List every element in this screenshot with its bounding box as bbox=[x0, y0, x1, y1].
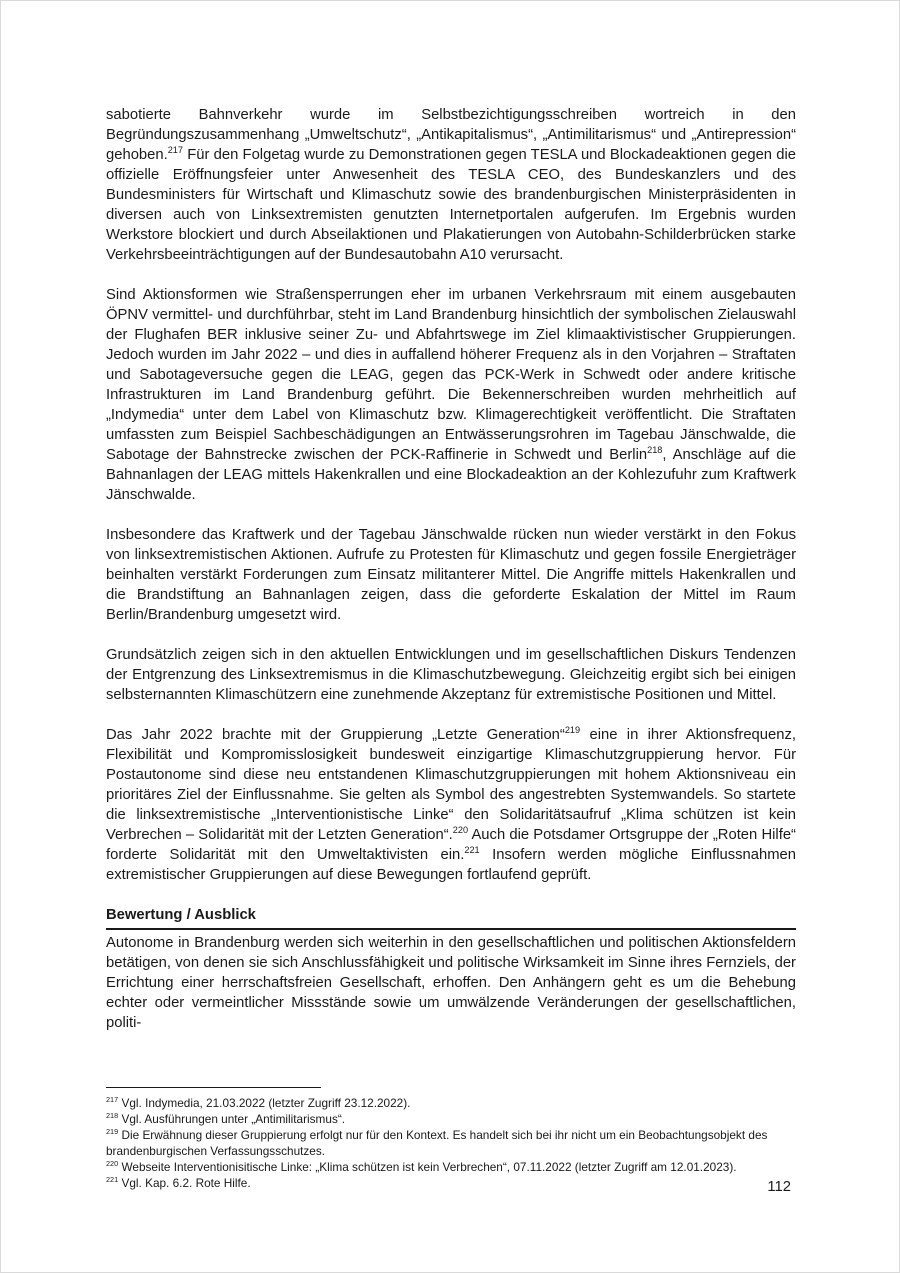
footnote-reference: 221 bbox=[464, 845, 480, 856]
footnote-list bbox=[106, 1095, 796, 1191]
section-heading: Bewertung / Ausblick bbox=[106, 905, 796, 930]
paragraph: Sind Aktionsformen wie Straßensperrungen eher im urbanen Verkehrsraum mit einem ausgebauten ÖPNV vermittel- und durchführbar, steht im Land Brandenburg hinsichtlich der symbolischen Zielauswahl der Flughafen BER inklusive seiner Zu- und Abfahrtswege im Ziel klimaaktivistischer Gruppierungen. Jedoch wurden im Jahr 2022 – und dies in auffallend höherer Frequenz als in den Vorjahren – Straftaten und Sabotageversuche gegen die LEAG, gegen das PCK-Werk in Schwedt oder andere kritische Infrastrukturen im Land Brandenburg geführt. Die Bekennerschreiben wurden mehrheitlich auf „Indymedia“ unter dem Label von Klimaschutz bzw. Klimagerechtigkeit veröffentlicht. Die Straftaten umfassten zum Beispiel Sachbeschädigungen an Entwässerungsrohren im Tagebau Jänschwalde, die Sabotage der Bahnstrecke zwischen der PCK-Raffinerie in Schwedt und Berlin$^{218}$, Anschläge auf die Bahnanlagen der LEAG mittels Hakenkrallen und eine Blockadeaktion an der Kohlezufuhr zum Kraftwerk Jänschwalde. bbox=[106, 287, 797, 503]
footnote-reference: 217 bbox=[167, 145, 183, 156]
footnote-number: 220 bbox=[106, 1159, 119, 1169]
page-body bbox=[106, 105, 796, 1053]
footnote: $^{219}$ Die Erwähnung dieser Gruppierung erfolgt nur für den Kontext. Es handelt sich bei ihr nicht um ein Beobachtungsobjekt des brandenburgischen Verfassungsschutzes. bbox=[106, 1127, 768, 1158]
footnote-reference: 218 bbox=[647, 445, 663, 456]
footnotes-section bbox=[106, 1087, 796, 1191]
footnote-reference: 220 bbox=[452, 825, 469, 836]
paragraph: sabotierte Bahnverkehr wurde im Selbstbezichtigungsschreiben wortreich in den Begründungszusammenhang „Umweltschutz“, „Antikapitalismus“, „Antimilitarismus“ und „Antirepression“ gehoben.$^{217}$ Für den Folgetag wurde zu Demonstrationen gegen TESLA und Blockadeaktionen gegen die offizielle Eröffnungsfeier unter Anwesenheit des TESLA CEO, des Bundeskanzlers und des Bundesministers für Wirtschaft und Klimaschutz sowie des brandenburgischen Ministerpräsidenten in diversen auch von Linksextremisten genutzten Internetportalen aufgerufen. Im Ergebnis wurden Werkstore blockiert und durch Abseilaktionen und Plakatierungen von Autobahn-Schilderbrücken starke Verkehrsbeeinträchtigungen auf der Bundesautobahn A10 verursacht. bbox=[106, 107, 796, 263]
footnote-separator bbox=[106, 1087, 321, 1088]
paragraph: Autonome in Brandenburg werden sich weiterhin in den gesellschaftlichen und politischen Aktionsfeldern betätigen, von denen sie sich Anschlussfähigkeit und politische Wirksamkeit im Sinne ihres Fernziels, der Errichtung einer herrschaftsfreien Gesellschaft, erhoffen. Den Anhängern geht es um die Behebung echter oder vermeintlicher Missstände sowie um umwälzende Veränderungen der gesellschaftlichen, politi- bbox=[106, 935, 796, 1031]
footnote: $^{218}$ Vgl. Ausführungen unter „Antimilitarismus“. bbox=[106, 1111, 346, 1126]
footnote-number: 219 bbox=[106, 1127, 119, 1137]
footnote-number: 221 bbox=[106, 1175, 119, 1185]
page-number: 112 bbox=[767, 1179, 791, 1195]
footnote-reference: 219 bbox=[564, 725, 581, 736]
paragraph: Grundsätzlich zeigen sich in den aktuellen Entwicklungen und im gesellschaftlichen Diskurs Tendenzen der Entgrenzung des Linksextremismus in die Klimaschutzbewegung. Gleichzeitig ergibt sich bei einigen selbsternannten Klimaschützern eine zunehmende Akzeptanz für extremistische Positionen und Mittel. bbox=[106, 647, 796, 703]
footnote: $^{217}$ Vgl. Indymedia, 21.03.2022 (letzter Zugriff 23.12.2022). bbox=[106, 1095, 411, 1110]
footnote-number: 217 bbox=[106, 1095, 119, 1105]
footnote: $^{220}$ Webseite Interventionisitische Linke: „Klima schützen ist kein Verbrechen“, 07.11.2022 (letzter Zugriff am 12.01.2023). bbox=[106, 1159, 737, 1174]
footnote: $^{221}$ Vgl. Kap. 6.2. Rote Hilfe. bbox=[106, 1175, 251, 1190]
paragraph: Insbesondere das Kraftwerk und der Tagebau Jänschwalde rücken nun wieder verstärkt in den Fokus von linksextremistischen Aktionen. Aufrufe zu Protesten für Klimaschutz und gegen fossile Energieträger beinhalten verstärkt Forderungen zum Einsatz militanterer Mittel. Die Angriffe mittels Hakenkrallen und die Brandstiftung an Bahnanlagen zeigen, dass die geforderte Eskalation der Mittel im Raum Berlin/Brandenburg umgesetzt wird. bbox=[106, 527, 796, 623]
paragraph: Das Jahr 2022 brachte mit der Gruppierung „Letzte Generation“$^{219}$ eine in ihrer Aktionsfrequenz, Flexibilität und Kompromisslosigkeit bundesweit einzigartige Klimaschutzgruppierung hervor. Für Postautonome sind diese neu entstandenen Klimaschutzgruppierungen mit hohem Aktionsniveau ein prioritäres Ziel der Einflussnahme. Sie gelten als Symbol des angestrebten Systemwandels. So startete die linksextremistische „Interventionistische Linke“ den Solidaritätsaufruf „Klima schützen ist kein Verbrechen – Solidarität mit der Letzten Generation“.$^{220}$ Auch die Potsdamer Ortsgruppe der „Roten Hilfe“ forderte Solidarität mit den Umweltaktivisten ein.$^{221}$ Insofern werden mögliche Einflussnahmen extremistischer Gruppierungen auf diese Bewegungen fortlaufend geprüft. bbox=[106, 725, 796, 883]
footnote-number: 218 bbox=[106, 1111, 119, 1121]
